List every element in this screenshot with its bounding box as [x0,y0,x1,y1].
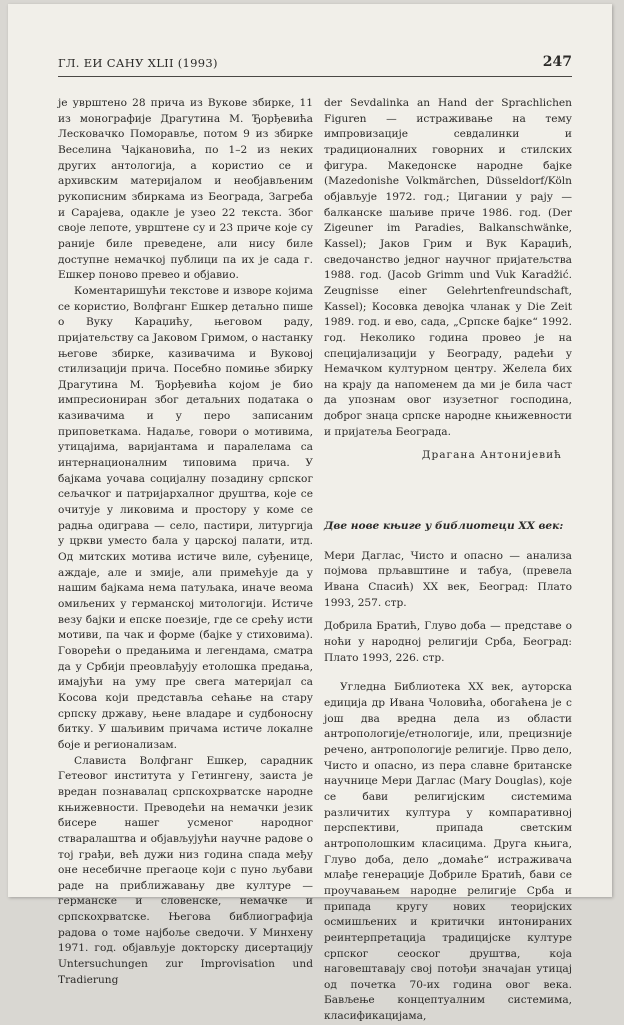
review-paragraph: Угледна Библиотека XX век, ауторска едиција др Ивана Чоловића, обогаћена је с још два вредна дела из области антропологије/етнологије, или, прецизније речено, антропологије религије. Прво дело, Чисто и опасно, из пера славне британске научнице Мери Даглас (Mary Douglas), које се бави религијским системима различитих култура у компаративној перспективи, припада светским антрополошким класицима. Друга књига, Глуво доба, дело „домаће“ истраживача млађе генерације Добриле Братић, бави се проучавањем народне религије Срба и припада кругу нових теоријских осмишљених и критички интонираних реинтерпретација традицијске културе српског сеоског друштва, која наговештавају свој потођи значајан утицај од почетка 70-их година овог века. Бављење концептуалним системима, класификацијама, [324,681,572,1023]
spacer [324,535,572,549]
right-column [324,96,572,1025]
paragraph: је уврштено 28 прича из Вукове збирке, 11 из монографије Драгутина М. Ђорђевића Лесковачко Поморавље, потом 9 из збирке Веселина Чајкановића, по 1–2 из неких других антологија, а користио се и архивским материјалом и необјављеним рукописним збиркама из Београда, Загреба и Сарајева, одакле је узео 22 текста. Због својe лепоте, уврштене су и 23 приче које су раније биле преведене, али нису биле доступне немачкој публици па их је сада г. Ешкер поново превео и објавио. [58,97,313,282]
page-number: 247 [542,54,572,70]
book-entry: Добрила Братић, Глуво доба — представе о ноћи у народној религији Срба, Београд: Плато 1993, 226. стр. [324,620,572,664]
spacer [324,464,572,519]
page-header [58,54,572,77]
journal-page [8,4,612,1023]
book-entry: Мери Даглас, Чисто и опасно — анализа појмова прљавштине и табуа, (превела Ивана Спасић) XX век, Београд: Плато 1993, 257. стр. [324,549,572,609]
spacer [324,666,572,680]
spacer [324,611,572,619]
left-column [58,96,313,988]
running-head: ГЛ. ЕИ САНУ XLII (1993) [58,56,218,70]
paragraph: Слависта Волфганг Ешкер, сарадник Гетеовог института у Гетингену, заиста је вредан познавалац српскохрватске народне књижевности. Преводећи на немачки језик бисере нашег усменог народног стваралаштва и објављујући научне радове о тој грађи, већ дужи низ година спада међу оне несебичне прегаоце који с пуно љубави раде на приближавању две културе — германске и словенске, немачке и српскохрватске. Његова библиографија радова о томе најбоље сведочи. У Минхену 1971. год. објављује докторску дисертацију Untersuchungen zur Improvisation und Tradierung [58,754,313,986]
section-heading: Две нове књиге у библиотеци XX век: [324,520,564,533]
author-signature: Драгана Антонијевић [421,449,562,462]
paragraph: Коментаришући текстове и изворе којима се користио, Волфганг Ешкер детаљно пише о Вуку Караџићу, његовом раду, пријатељству са Јаковом Гримом, о настанку његове збирке, казивачима и Вуковој стилизацији прича. Посебно помиње збирку Драгутина М. Ђорђевића којом је био импресиониран због детаљних података о казивачима и у перо записаним приповеткама. Надаље, говори о мотивима, утицајима, варијантама и паралелама са интернационалним типовима прича. У бајкама уочава социјалну позадину српског сељачког и патријархалног друштва, које се очитује у ликовима и простору у коме се радња одиграва — село, пастири, литургија у цркви уместо бала у царској палати, итд. Од митских мотива истиче виле, суђенице, аждаје, але и змије, али примећује да у нашим бајкама нема патуљака, иначе веома омиљених у германској митологији. Истиче везу бајки и епске поезије, где се срећу исти мотиви, па чак и форме (бајке у стиховима). Говорећи о предањима и легендама, сматра да у Србији преовлађују етолошка предања, имајући на уму пре свега материјал са Косова који представља сећање на стару српску државу, њене владаре и судбоносну битку. У шаљивим причама истиче локалне боје и регионализам. [58,284,313,751]
review-paragraph: der Sevdalinka an Hand der Sprachlichen Figuren — истраживање на тему импровизације севдалинки и традиционалних говорних и стилских фигура. Македонске народне бајке (Mazedonishe Volkmärchen, Düsseldorf/Köln објављује 1972. год.; Цигании у рају — балканске шаљиве приче 1986. год. (Der Zigeuner im Paradies, Balkanschwänke, Kassel); Јаков Грим и Вук Караџић, сведочанство једног научног пријатељства 1988. год. (Jacob Grimm und Vuk Karadžić. Zeugnisse einer Gelehrtenfreundschaft, Kassel); Косовка девојка чланак у Die Zeit 1989. год. и ево, сада, „Српске бајке“ 1992. год. Неколико година провео је на специјализацији у Београду, радећи у Немачком културном центру. Желела бих на крају да напоменем да ми је била част да упознам овог изузетног господина, доброг знаца српске народне књижевности и пријатеља Београда. [324,97,572,438]
